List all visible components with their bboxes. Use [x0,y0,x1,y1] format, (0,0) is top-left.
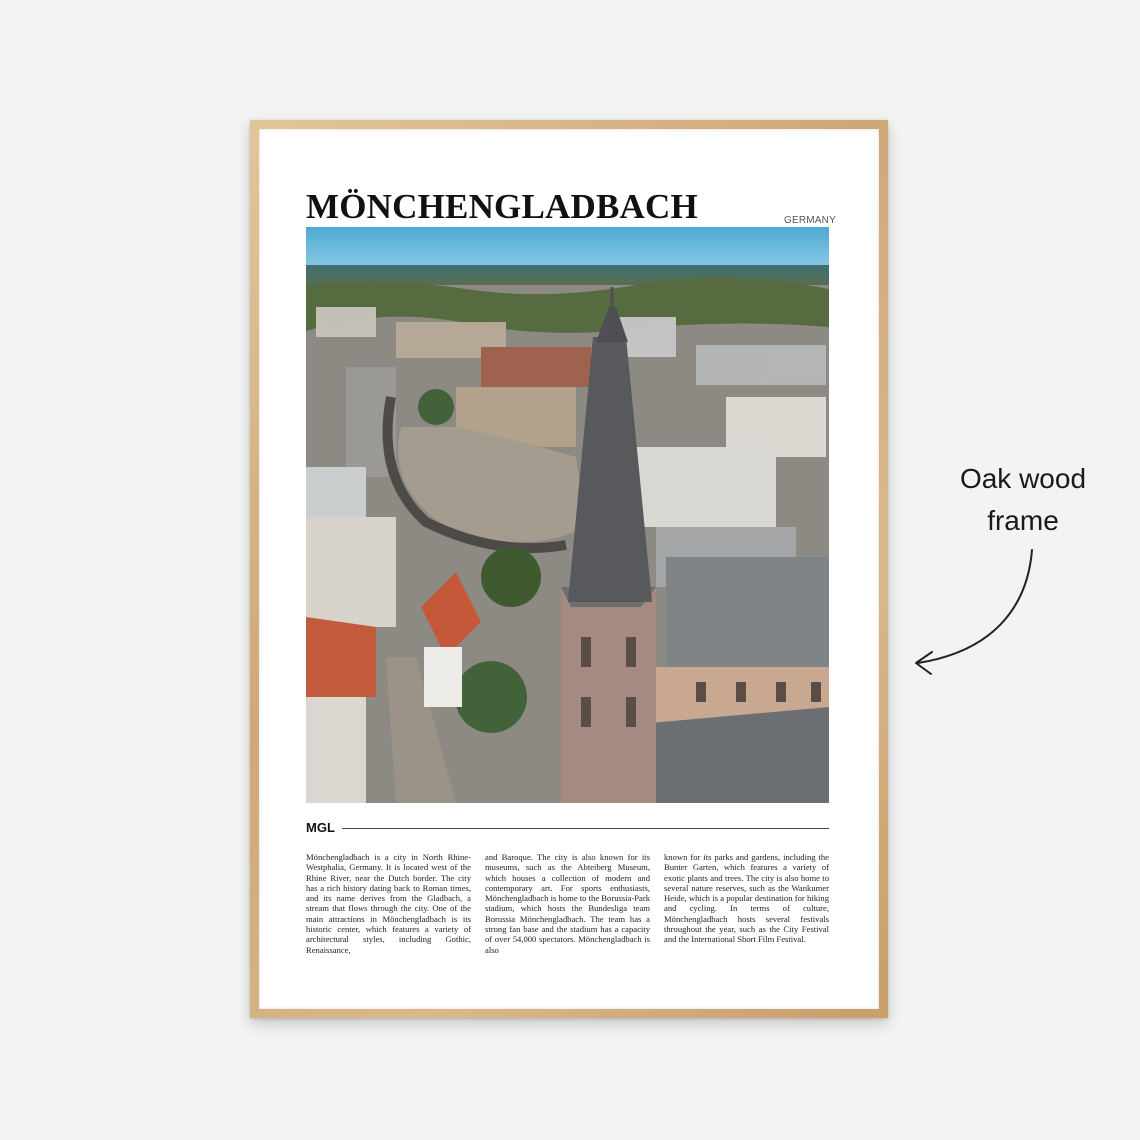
frame-annotation [928,458,1118,542]
poster-mat [259,129,879,1009]
poster-country: GERMANY [784,215,836,226]
oak-wood-frame [250,120,888,1018]
city-code: MGL [306,820,335,835]
annotation-line-2: frame [987,505,1059,536]
annotation-line-1: Oak wood [959,463,1087,494]
description-column-2: and Baroque. The city is also known for its museums, such as the Abteiberg Museum, which houses a collection of modern and contemporary art. For sports enthusiasts, Mönchengladbach is home to the Borussia-Park stadium, which hosts the Bundesliga team Borussia Mönchengladbach. The team has a strong fan base and the stadium has a capacity of over 54,000 spectators. Mönchengladbach is also [485,852,650,955]
aerial-city-photo [306,227,829,803]
divider-line [342,828,829,829]
description-column-3: known for its parks and gardens, including the Bunter Garten, which features a variety of exotic plants and trees. The city is also home to several nature reserves, such as the Wankumer Heide, which is a popular destination for hiking and cycling. In terms of culture, Mönchengladbach hosts several festivals throughout the year, such as the City Festival and the International Short Film Festival. [664,852,829,945]
curved-arrow-icon [900,540,1050,680]
poster-title: MÖNCHENGLADBACH [306,187,698,226]
description-column-1: Mönchengladbach is a city in North Rhine-Westphalia, Germany. It is located west of the Rhine River, near the Dutch border. The city has a rich history dating back to Roman times, and its name derives from the Gladbach, a stream that flows through the city. One of the main attractions in Mönchengladbach is its historic center, which features a variety of architectural styles, including Gothic, Renaissance, [306,852,471,955]
description-columns [306,852,829,955]
